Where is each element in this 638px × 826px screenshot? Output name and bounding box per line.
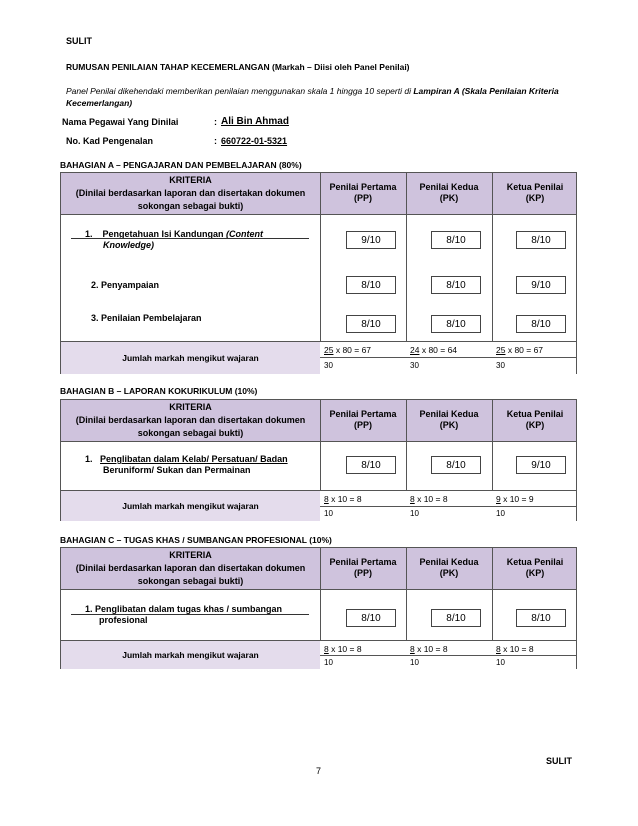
criteria-header: [61, 174, 320, 213]
score-box-a3-pk[interactable]: 8/10: [431, 315, 481, 333]
score-box-c1-kp[interactable]: 8/10: [516, 609, 566, 627]
col-pk-header: Penilai Kedua (PK): [419, 557, 479, 578]
sum-mid-line: [320, 506, 576, 507]
criteria-sub1: (Dinilai berdasarkan laporan dan disertakan dokumen: [75, 188, 306, 198]
score-box-b1-pk[interactable]: 8/10: [431, 456, 481, 474]
section-b-table: [60, 399, 577, 521]
calc-c-pp-den: 10: [324, 658, 333, 667]
criteria-header: KRITERIA (Dinilai berdasarkan laporan dan disertakan dokumen sokongan sebagai bukti): [75, 402, 306, 438]
section-c-title: BAHAGIAN C – TUGAS KHAS / SUMBANGAN PROFESIONAL (10%): [60, 535, 332, 545]
section-a-title: BAHAGIAN A – PENGAJARAN DAN PEMBELAJARAN (80%): [60, 160, 302, 170]
calc-c-kp-den: 10: [496, 658, 505, 667]
score-box-b1-pp[interactable]: 8/10: [346, 456, 396, 474]
score-box-a1-kp[interactable]: 8/10: [516, 231, 566, 249]
score-box-c1-pk[interactable]: 8/10: [431, 609, 481, 627]
calc-b-kp-den: 10: [496, 509, 505, 518]
col-pp-header: Penilai Pertama (PP): [329, 409, 397, 430]
instruction-note: [66, 85, 586, 109]
col-pp-header: Penilai Pertama (PP): [329, 182, 397, 203]
col-kp-header: Ketua Penilai (KP): [506, 182, 564, 203]
name-value: Ali Bin Ahmad: [221, 116, 289, 127]
score-box-a2-pk[interactable]: 8/10: [431, 276, 481, 294]
calc-b-pp: 8 x 10 = 8: [324, 494, 362, 504]
note-bold: Lampiran A (Skala Penilaian Kriteria Kecemerlangan): [66, 86, 559, 108]
col-kp-header: Ketua Penilai (KP): [506, 557, 564, 578]
calc-b-kp: 9 x 10 = 9: [496, 494, 534, 504]
col-pp-header: Penilai Pertama (PP): [329, 557, 397, 578]
section-a-table: [60, 172, 577, 374]
calc-a-kp: 25 x 80 = 67: [496, 345, 544, 355]
col-kp-header: Ketua Penilai (KP): [506, 409, 564, 430]
sum-label: Jumlah markah mengikut wajaran: [61, 491, 320, 521]
ic-sep: :: [214, 136, 217, 146]
calc-b-pp-den: 10: [324, 509, 333, 518]
sulit-top: SULIT: [66, 36, 92, 46]
sulit-bottom: SULIT: [546, 756, 572, 766]
score-box-a1-pp[interactable]: 9/10: [346, 231, 396, 249]
calc-c-pp: 8 x 10 = 8: [324, 644, 362, 654]
sum-mid-line: [320, 655, 576, 656]
ic-label: No. Kad Pengenalan: [66, 136, 154, 146]
name-sep: :: [214, 117, 217, 127]
calc-c-kp: 8 x 10 = 8: [496, 644, 534, 654]
score-box-a3-kp[interactable]: 8/10: [516, 315, 566, 333]
score-box-a3-pp[interactable]: 8/10: [346, 315, 396, 333]
score-box-c1-pp[interactable]: 8/10: [346, 609, 396, 627]
calc-b-pk: 8 x 10 = 8: [410, 494, 448, 504]
calc-a-pk: 24 x 80 = 64: [410, 345, 458, 355]
calc-a-pp-den: 30: [324, 361, 333, 370]
name-label: Nama Pegawai Yang Dinilai: [62, 117, 179, 127]
col-pk-header: Penilai Kedua (PK): [419, 409, 479, 430]
section-b-title: BAHAGIAN B – LAPORAN KOKURIKULUM (10%): [60, 386, 258, 396]
section-a-item-1: 1. Pengetahuan Isi Kandungan (Content Knowledge): [85, 229, 264, 250]
item-underline: [71, 238, 309, 239]
sum-label: Jumlah markah mengikut wajaran: [61, 342, 320, 374]
calc-c-pk: 8 x 10 = 8: [410, 644, 448, 654]
calc-a-kp-den: 30: [496, 361, 505, 370]
section-a-item-2: 2. Penyampaian: [91, 280, 160, 290]
col-pk-header: Penilai Kedua (PK): [419, 182, 479, 203]
calc-c-pk-den: 10: [410, 658, 419, 667]
calc-a-pk-den: 30: [410, 361, 419, 370]
criteria-header: KRITERIA (Dinilai berdasarkan laporan dan disertakan dokumen sokongan sebagai bukti): [75, 550, 306, 586]
criteria-title: KRITERIA: [169, 175, 212, 185]
score-box-a2-kp[interactable]: 9/10: [516, 276, 566, 294]
note-text: Panel Penilai dikehendaki memberikan penilaian menggunakan skala 1 hingga 10 seperti di: [66, 86, 414, 96]
section-a-item-3: 3. Penilaian Pembelajaran: [91, 313, 202, 323]
calc-a-pp: 25 x 80 = 67: [324, 345, 372, 355]
score-box-a1-pk[interactable]: 8/10: [431, 231, 481, 249]
ic-value: 660722-01-5321: [221, 136, 288, 146]
page-number: 7: [316, 766, 322, 776]
section-c-table: [60, 547, 577, 669]
section-b-item-1: 1. Penglibatan dalam Kelab/ Persatuan/ Badan Beruniform/ Sukan dan Permainan: [85, 454, 288, 475]
calc-b-pk-den: 10: [410, 509, 419, 518]
document-title: RUMUSAN PENILAIAN TAHAP KECEMERLANGAN (Markah – Diisi oleh Panel Penilai): [66, 62, 410, 72]
score-box-b1-kp[interactable]: 9/10: [516, 456, 566, 474]
sum-label: Jumlah markah mengikut wajaran: [61, 641, 320, 669]
score-box-a2-pp[interactable]: 8/10: [346, 276, 396, 294]
criteria-sub2: sokongan sebagai bukti): [137, 201, 244, 211]
section-c-item-1: 1. Penglibatan dalam tugas khas / sumbangan profesional: [85, 604, 283, 625]
item-underline: [71, 614, 309, 615]
sum-mid-line: [320, 357, 576, 358]
